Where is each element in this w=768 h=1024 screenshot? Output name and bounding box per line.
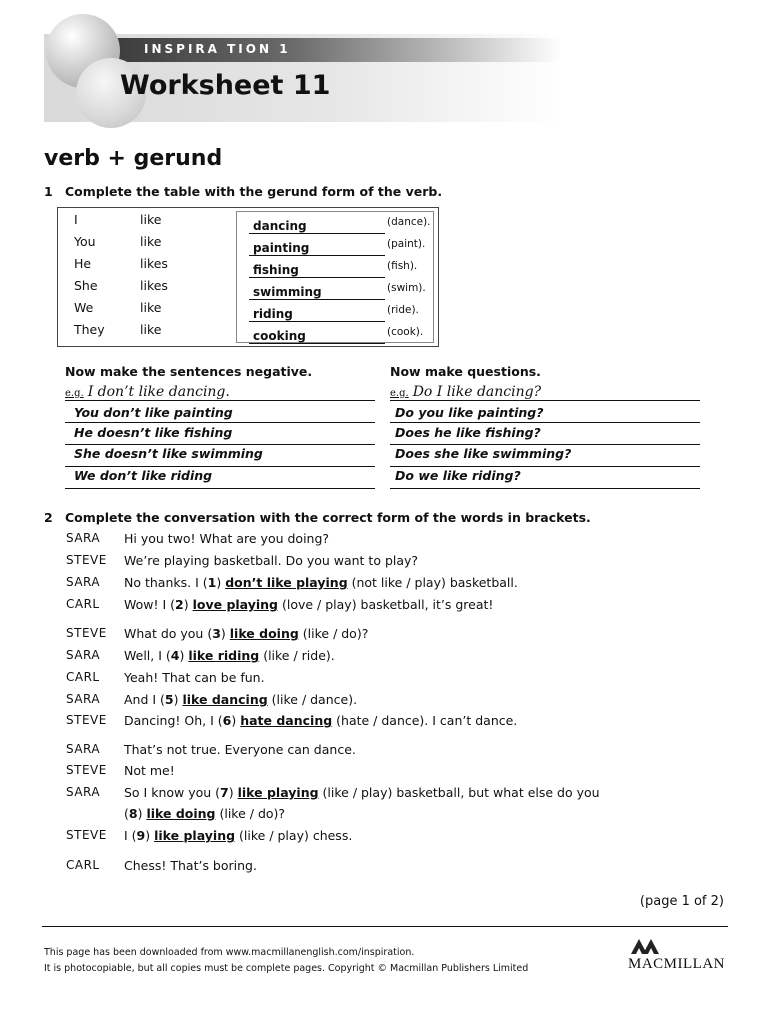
gap-answer: like playing	[154, 828, 236, 843]
eg-label: e.g.	[390, 388, 409, 399]
questions-example-text: Do I like dancing?	[412, 384, 542, 400]
table-subject: I	[74, 212, 78, 227]
question-answer: Does he like fishing?	[395, 425, 541, 440]
speaker: STEVE	[66, 763, 107, 777]
utterance: We’re playing basketball. Do you want to play?	[124, 553, 419, 568]
footer-download-note: This page has been downloaded from www.macmillanenglish.com/inspiration.	[44, 947, 415, 958]
series-name: INSPIRA TION 1	[144, 42, 291, 56]
gap-answer: like doing	[229, 626, 299, 641]
table-hint: (fish).	[387, 260, 418, 272]
speaker: STEVE	[66, 626, 107, 640]
negative-answer: He doesn’t like fishing	[74, 425, 233, 440]
table-hint: (swim).	[387, 282, 426, 294]
utterance: That’s not true. Everyone can dance.	[124, 742, 356, 757]
table-verb: likes	[140, 278, 168, 293]
utterance: What do you (3) like doing (like / do)?	[124, 626, 369, 641]
table-subject: She	[74, 278, 98, 293]
gap-answer: like playing	[237, 785, 319, 800]
question-answer: Does she like swimming?	[395, 446, 572, 461]
speaker: SARA	[66, 785, 101, 799]
gap-answer: hate dancing	[240, 713, 333, 728]
table-verb: like	[140, 300, 162, 315]
gap-answer: love playing	[192, 597, 279, 612]
q2-number: 2	[44, 510, 53, 525]
negative-answer: She doesn’t like swimming	[74, 446, 263, 461]
speaker: CARL	[66, 597, 100, 611]
eg-label: e.g.	[65, 388, 84, 399]
gap-answer: like doing	[146, 806, 216, 821]
answer-line	[390, 444, 700, 445]
negative-answer: We don’t like riding	[74, 468, 213, 483]
negative-example	[65, 384, 230, 400]
speaker: STEVE	[66, 828, 107, 842]
speaker: SARA	[66, 575, 101, 589]
table-answer: fishing	[249, 263, 385, 278]
table-subject: He	[74, 256, 92, 271]
answer-line	[390, 422, 700, 423]
negative-example-text: I don’t like dancing.	[87, 384, 230, 400]
answer-line	[65, 400, 375, 401]
table-verb: likes	[140, 256, 168, 271]
table-verb: like	[140, 212, 162, 227]
utterance: So I know you (7) like playing (like / play) basketball, but what else do you	[124, 785, 600, 800]
gap-answer: like riding	[188, 648, 260, 663]
worksheet-title: Worksheet 11	[120, 70, 331, 101]
utterance: And I (5) like dancing (like / dance).	[124, 692, 358, 707]
answer-line	[65, 422, 375, 423]
question-answer: Do you like painting?	[395, 405, 544, 420]
table-hint: (dance).	[387, 216, 431, 228]
answer-line	[390, 466, 700, 467]
q1-instruction: Complete the table with the gerund form of the verb.	[65, 184, 443, 199]
answer-line	[65, 466, 375, 467]
q2-instruction: Complete the conversation with the correct form of the words in brackets.	[65, 510, 591, 525]
utterance: Wow! I (2) love playing (love / play) basketball, it’s great!	[124, 597, 494, 612]
speaker: STEVE	[66, 553, 107, 567]
macmillan-logo-icon	[630, 936, 664, 956]
table-verb: like	[140, 322, 162, 337]
table-answer: swimming	[249, 285, 385, 300]
speaker: SARA	[66, 742, 101, 756]
answer-line	[65, 488, 375, 489]
table-hint: (paint).	[387, 238, 426, 250]
table-subject: You	[74, 234, 96, 249]
table-hint: (ride).	[387, 304, 419, 316]
table-subject: We	[74, 300, 94, 315]
gap-answer: like dancing	[182, 692, 268, 707]
table-answer: riding	[249, 307, 385, 322]
speaker: SARA	[66, 531, 101, 545]
negative-heading: Now make the sentences negative.	[65, 364, 313, 379]
utterance: Chess! That’s boring.	[124, 858, 257, 873]
question-answer: Do we like riding?	[395, 468, 521, 483]
gap-answer: don’t like playing	[225, 575, 348, 590]
page-number: (page 1 of 2)	[639, 894, 724, 909]
utterance: Dancing! Oh, I (6) hate dancing (hate / dance). I can’t dance.	[124, 713, 518, 728]
table-answer: dancing	[249, 219, 385, 234]
utterance: No thanks. I (1) don’t like playing (not like / play) basketball.	[124, 575, 518, 590]
speaker: CARL	[66, 670, 100, 684]
macmillan-logo: MACMILLAN	[628, 956, 725, 972]
answer-line	[390, 488, 700, 489]
questions-example	[390, 384, 541, 400]
q1-number: 1	[44, 184, 53, 199]
table-answer: painting	[249, 241, 385, 256]
speaker: SARA	[66, 648, 101, 662]
utterance: I (9) like playing (like / play) chess.	[124, 828, 353, 843]
negative-answer: You don’t like painting	[74, 405, 233, 420]
table-hint: (cook).	[387, 326, 424, 338]
table-subject: They	[74, 322, 105, 337]
table-answer: cooking	[249, 329, 385, 344]
utterance: (8) like doing (like / do)?	[124, 806, 286, 821]
utterance: Not me!	[124, 763, 175, 778]
footer-divider	[42, 926, 728, 927]
answer-line	[65, 444, 375, 445]
utterance: Well, I (4) like riding (like / ride).	[124, 648, 335, 663]
answer-line	[390, 400, 700, 401]
utterance: Yeah! That can be fun.	[124, 670, 265, 685]
utterance: Hi you two! What are you doing?	[124, 531, 330, 546]
table-verb: like	[140, 234, 162, 249]
footer-copyright: It is photocopiable, but all copies must be complete pages. Copyright © Macmillan Publishers Limited	[44, 963, 529, 974]
speaker: CARL	[66, 858, 100, 872]
speaker: STEVE	[66, 713, 107, 727]
speaker: SARA	[66, 692, 101, 706]
questions-heading: Now make questions.	[390, 364, 541, 379]
topic-heading: verb + gerund	[44, 146, 223, 171]
